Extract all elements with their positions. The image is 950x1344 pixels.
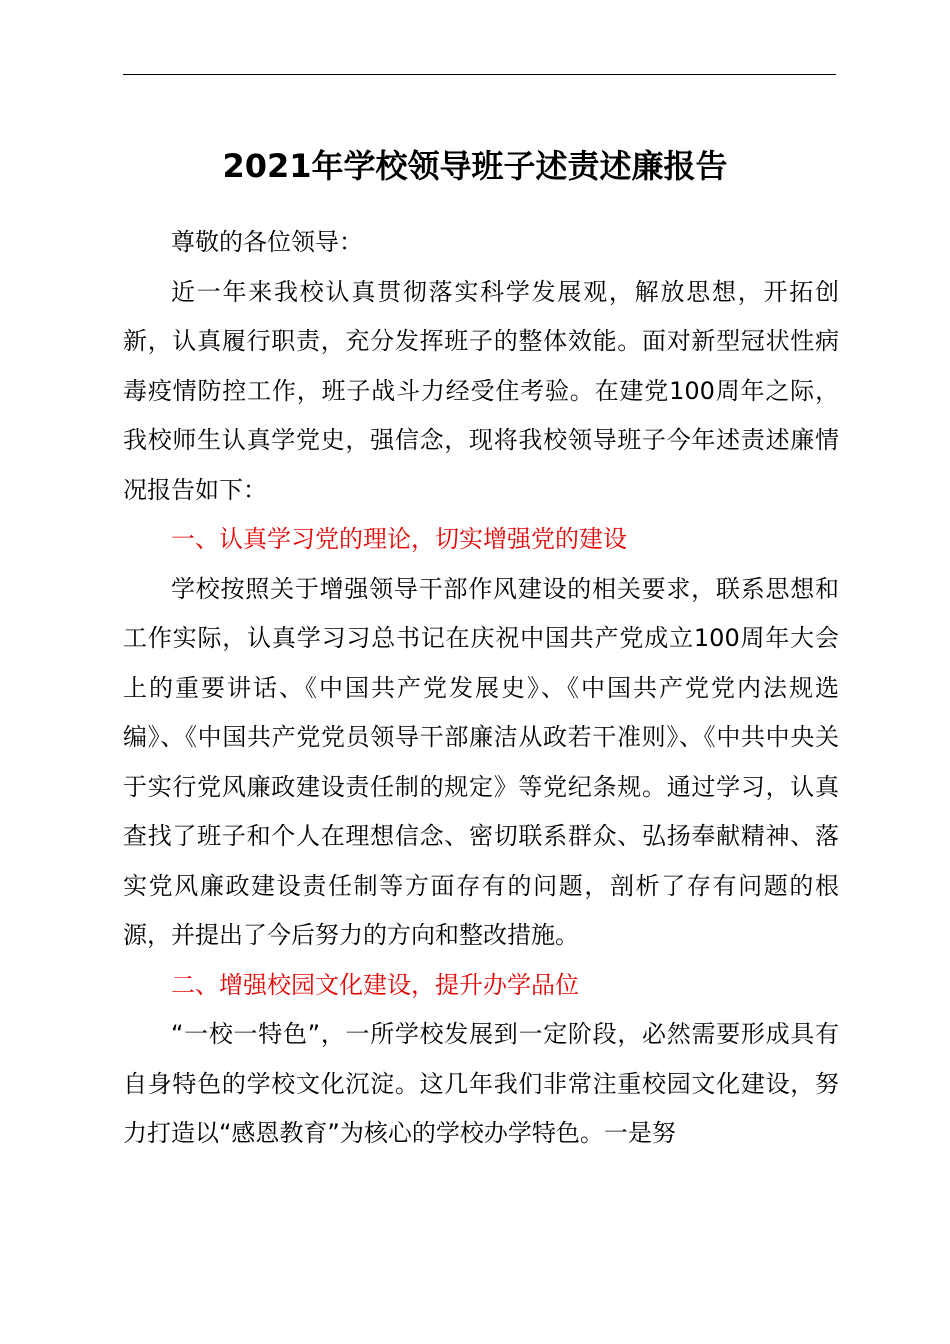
intro-paragraph: 近一年来我校认真贯彻落实科学发展观，解放思想，开拓创新，认真履行职责，充分发挥班子的整体效能。面对新型冠状性病毒疫情防控工作，班子战斗力经受住考验。在建党100周年之际，我校师生认真学党史，强信念，现将我校领导班子今年述责述廉情况报告如下： — [123, 277, 839, 504]
section-1-paragraph: 学校按照关于增强领导干部作风建设的相关要求，联系思想和工作实际，认真学习习总书记在庆祝中国共产党成立100周年大会上的重要讲话、《中国共产党发展史》、《中国共产党党内法规选编》、《中国共产党党员领导干部廉洁从政若干准则》、《中共中央关于实行党风廉政建设责任制的规定》等党纪条规。通过学习，认真查找了班子和个人在理想信念、密切联系群众、弘扬奉献精神、落实党风廉政建设责任制等方面存有的问题，剖析了存有问题的根源，并提出了今后努力的方向和整改措施。 — [123, 574, 839, 949]
header-rule — [123, 74, 836, 75]
section-1-heading: 一、认真学习党的理论，切实增强党的建设 — [171, 525, 627, 553]
salutation: 尊敬的各位领导： — [171, 228, 363, 256]
section-2-heading: 二、增强校园文化建设，提升办学品位 — [171, 970, 579, 999]
document-title: 2021年学校领导班子述责述廉报告 — [222, 147, 728, 185]
section-2-paragraph: “一校一特色”，一所学校发展到一定阶段，必然需要形成具有自身特色的学校文化沉淀。这几年我们非常注重校园文化建设，努力打造以“感恩教育”为核心的学校办学特色。一是努 — [123, 1020, 839, 1147]
document-body — [123, 218, 839, 1159]
